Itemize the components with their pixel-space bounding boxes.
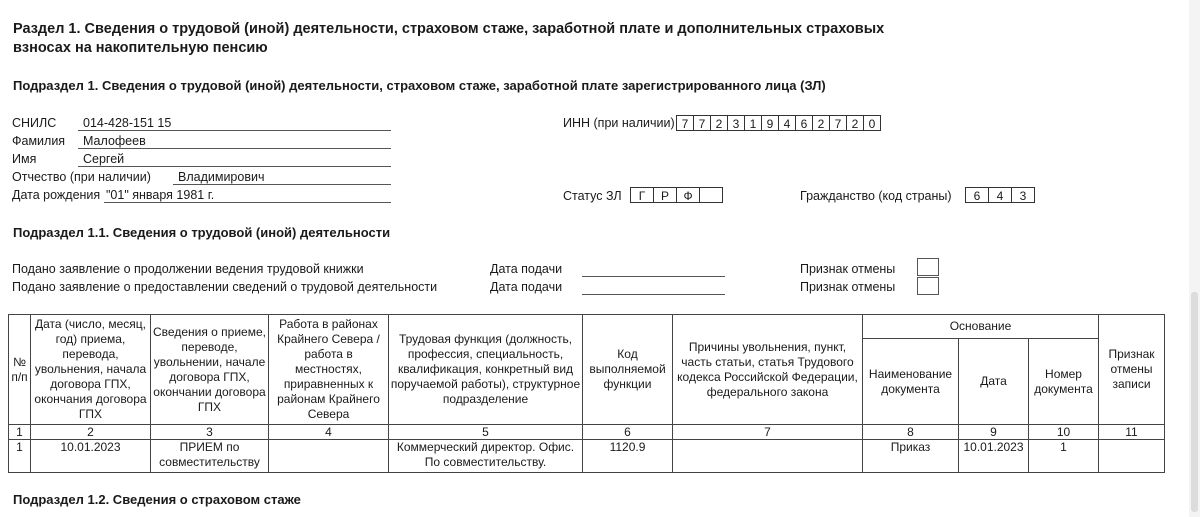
activity-table bbox=[8, 314, 1165, 473]
cell-reasons bbox=[673, 440, 863, 473]
cell-function: Коммерческий директор. Офис. По совместительству. bbox=[389, 440, 583, 473]
application-date-field[interactable] bbox=[582, 294, 725, 295]
inn-digit: 2 bbox=[710, 115, 728, 131]
header-docnum: Номер документа bbox=[1029, 339, 1099, 425]
status-label: Статус ЗЛ bbox=[563, 189, 622, 203]
column-number: 9 bbox=[959, 425, 1029, 440]
cell-docname: Приказ bbox=[863, 440, 959, 473]
inn-digit: 4 bbox=[778, 115, 796, 131]
column-number: 7 bbox=[673, 425, 863, 440]
inn-digit: 3 bbox=[727, 115, 745, 131]
cell-num: 1 bbox=[9, 440, 31, 473]
table-row bbox=[9, 440, 1165, 473]
column-number: 11 bbox=[1099, 425, 1165, 440]
application-text: Подано заявление о предоставлении сведений о трудовой деятельности bbox=[12, 280, 438, 294]
name-underline bbox=[78, 166, 391, 167]
column-number: 2 bbox=[31, 425, 151, 440]
application-date-field[interactable] bbox=[582, 276, 725, 277]
inn-label: ИНН (при наличии) bbox=[563, 116, 675, 130]
birth-underline bbox=[104, 202, 391, 203]
snils-value: 014-428-151 15 bbox=[83, 116, 172, 130]
column-number: 3 bbox=[151, 425, 269, 440]
scrollbar-thumb[interactable] bbox=[1191, 292, 1198, 512]
cell-docnum: 1 bbox=[1029, 440, 1099, 473]
patronymic-value: Владимирович bbox=[178, 170, 265, 184]
subsection11-title: Подраздел 1.1. Сведения о трудовой (иной) деятельности bbox=[13, 225, 391, 240]
header-num: № п/п bbox=[9, 315, 31, 425]
status-cells bbox=[631, 187, 723, 203]
header-function: Трудовая функция (должность, профессия, специальность, квалификация, конкретный вид поручаемой работы), структурное подразделение bbox=[389, 315, 583, 425]
cell-code: 1120.9 bbox=[583, 440, 673, 473]
snils-underline bbox=[78, 130, 391, 131]
column-number: 1 bbox=[9, 425, 31, 440]
application-date-label: Дата подачи bbox=[490, 280, 563, 294]
patronymic-underline bbox=[173, 184, 391, 185]
header-info: Сведения о приеме, переводе, увольнении, начале договора ГПХ, окончании договора ГПХ bbox=[151, 315, 269, 425]
citizenship-cell: 6 bbox=[965, 187, 989, 203]
surname-value: Малофеев bbox=[83, 134, 146, 148]
patronymic-label: Отчество (при наличии) bbox=[12, 170, 151, 184]
name-value: Сергей bbox=[83, 152, 125, 166]
application-cancel-label: Признак отмены bbox=[800, 262, 896, 276]
column-number: 5 bbox=[389, 425, 583, 440]
section-title-line2: взносах на накопительную пенсию bbox=[13, 40, 268, 56]
application-cancel-label: Признак отмены bbox=[800, 280, 896, 294]
header-north: Работа в районах Крайнего Севера / работа в местностях, приравненных к районам Крайнего Севера bbox=[269, 315, 389, 425]
cell-cancel bbox=[1099, 440, 1165, 473]
inn-digit: 9 bbox=[761, 115, 779, 131]
header-docname: Наименование документа bbox=[863, 339, 959, 425]
inn-digit: 0 bbox=[863, 115, 881, 131]
inn-digit: 7 bbox=[829, 115, 847, 131]
application-date-label: Дата подачи bbox=[490, 262, 563, 276]
inn-cells bbox=[677, 115, 881, 131]
citizenship-cell: 4 bbox=[988, 187, 1012, 203]
column-number: 8 bbox=[863, 425, 959, 440]
header-basis: Основание bbox=[863, 315, 1099, 339]
citizenship-cell: 3 bbox=[1011, 187, 1035, 203]
cell-info: ПРИЕМ по совместительству bbox=[151, 440, 269, 473]
application-cancel-box[interactable] bbox=[917, 258, 939, 276]
surname-underline bbox=[78, 148, 391, 149]
cell-date: 10.01.2023 bbox=[31, 440, 151, 473]
cell-north bbox=[269, 440, 389, 473]
inn-digit: 2 bbox=[846, 115, 864, 131]
inn-digit: 7 bbox=[693, 115, 711, 131]
birth-value: "01" января 1981 г. bbox=[106, 188, 215, 202]
section-title-line1: Раздел 1. Сведения о трудовой (иной) деятельности, страховом стаже, заработной плате и дополнительных страховых bbox=[13, 21, 885, 37]
status-cell bbox=[699, 187, 723, 203]
header-date: Дата (число, месяц, год) приема, перевода, увольнения, начала договора ГПХ, окончания договора ГПХ bbox=[31, 315, 151, 425]
citizenship-label: Гражданство (код страны) bbox=[800, 189, 952, 203]
cell-docdate: 10.01.2023 bbox=[959, 440, 1029, 473]
birth-label: Дата рождения bbox=[12, 188, 101, 202]
header-reasons: Причины увольнения, пункт, часть статьи, статья Трудового кодекса Российской Федерации, федерального закона bbox=[673, 315, 863, 425]
subsection12-title: Подраздел 1.2. Сведения о страховом стаже bbox=[13, 492, 301, 507]
column-number: 10 bbox=[1029, 425, 1099, 440]
status-cell: Ф bbox=[676, 187, 700, 203]
column-number: 6 bbox=[583, 425, 673, 440]
header-cancel: Признак отмены записи bbox=[1099, 315, 1165, 425]
inn-digit: 6 bbox=[795, 115, 813, 131]
name-label: Имя bbox=[12, 152, 37, 166]
inn-digit: 1 bbox=[744, 115, 762, 131]
status-cell: Р bbox=[653, 187, 677, 203]
subsection1-title: Подраздел 1. Сведения о трудовой (иной) деятельности, страховом стаже, заработной плате зарегистрированного лица (ЗЛ) bbox=[13, 78, 826, 93]
citizenship-cells bbox=[966, 187, 1035, 203]
application-cancel-box[interactable] bbox=[917, 277, 939, 295]
surname-label: Фамилия bbox=[12, 134, 66, 148]
column-number: 4 bbox=[269, 425, 389, 440]
status-cell: Г bbox=[630, 187, 654, 203]
application-text: Подано заявление о продолжении ведения трудовой книжки bbox=[12, 262, 364, 276]
header-code: Код выполняемой функции bbox=[583, 315, 673, 425]
inn-digit: 7 bbox=[676, 115, 694, 131]
header-docdate: Дата bbox=[959, 339, 1029, 425]
snils-label: СНИЛС bbox=[12, 116, 57, 130]
inn-digit: 2 bbox=[812, 115, 830, 131]
